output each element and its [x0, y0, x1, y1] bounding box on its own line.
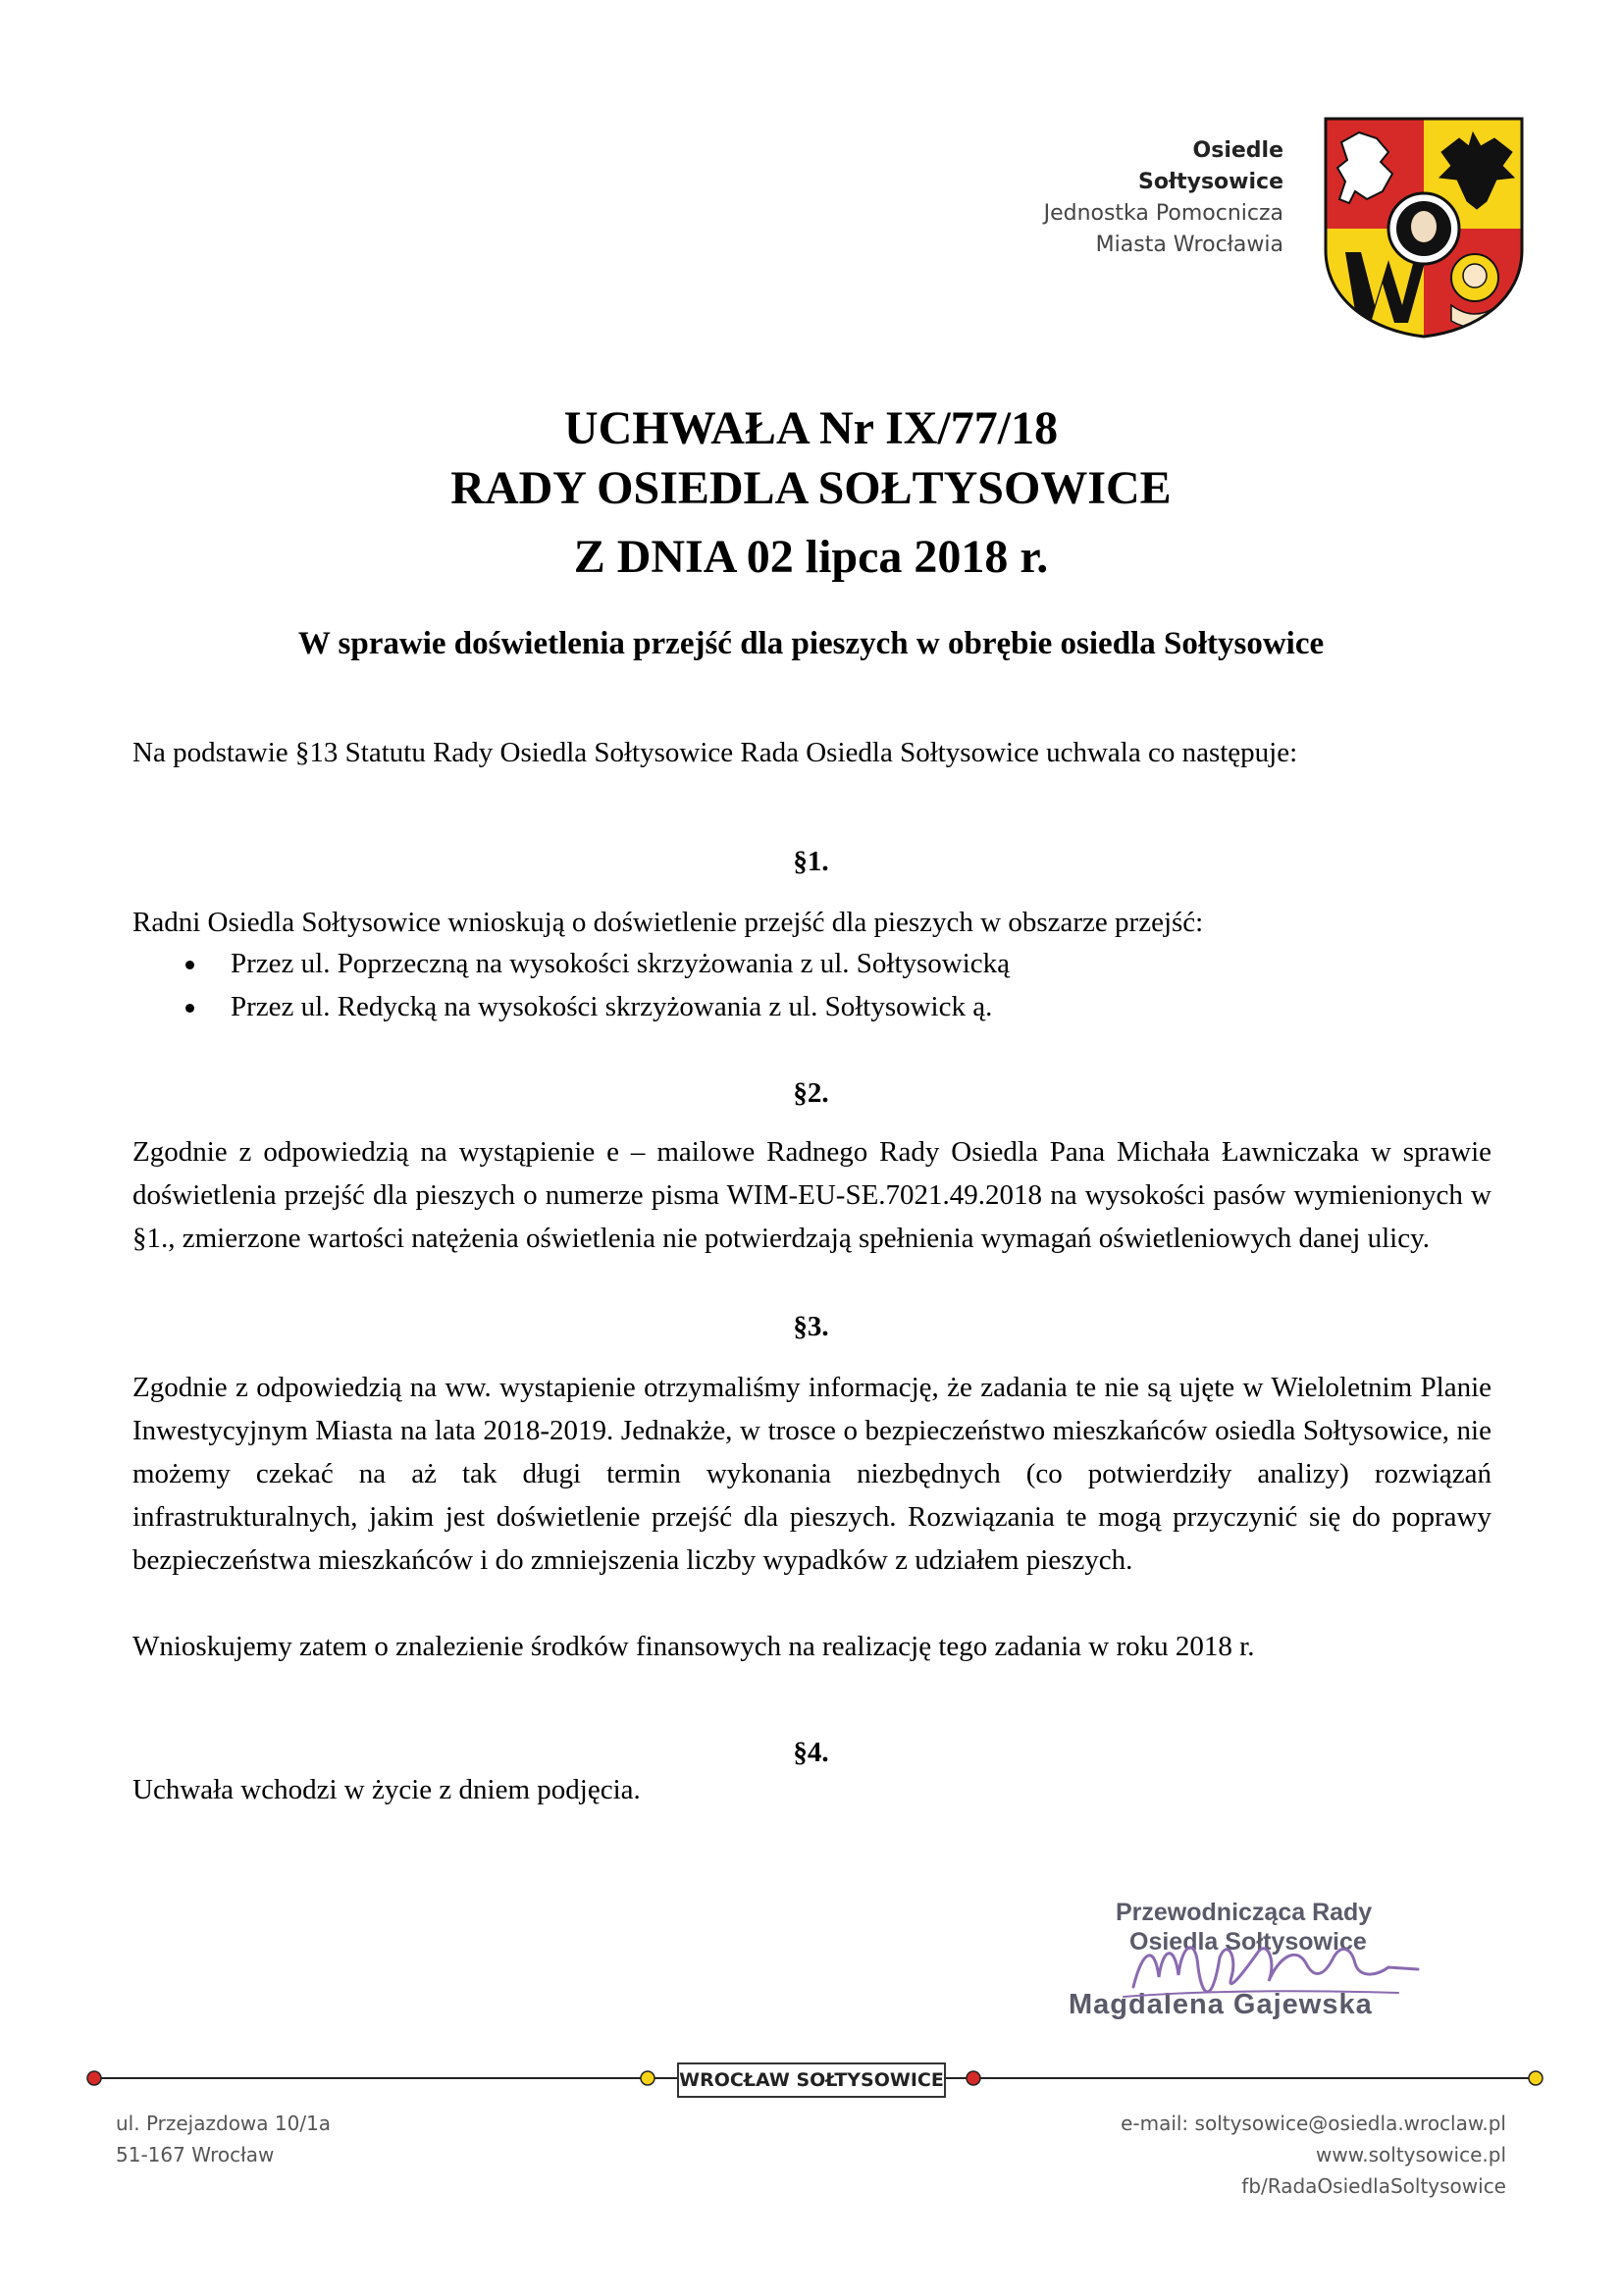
contact-facebook[interactable]: fb/RadaOsiedlaSoltysowice: [1241, 2174, 1506, 2198]
section-1-text: Radni Osiedla Sołtysowice wnioskują o doświetlenie przejść dla pieszych w obszarze przejść:: [132, 907, 1204, 938]
stamp-name: Magdalena Gajewska: [1069, 1989, 1373, 2020]
footer-badge: WROCŁAW SOŁTYSOWICE: [677, 2062, 946, 2098]
stamp-council: Osiedla Sołtysowice: [1129, 1928, 1367, 1956]
address-city: 51-167 Wrocław: [116, 2143, 275, 2166]
list-item-text: Przez ul. Redycką na wysokości skrzyżowania z ul. Sołtysowick ą.: [231, 991, 993, 1022]
contact-email[interactable]: e-mail: soltysowice@osiedla.wroclaw.pl: [1121, 2112, 1506, 2135]
resolution-title: UCHWAŁA Nr IX/77/18: [563, 402, 1059, 454]
address-street: ul. Przejazdowa 10/1a: [116, 2112, 332, 2135]
section-3-heading: §3.: [793, 1311, 829, 1342]
council-title: RADY OSIEDLA SOŁTYSOWICE: [450, 462, 1172, 514]
footer-address: [116, 2108, 331, 2170]
date-title: Z DNIA 02 lipca 2018 r.: [573, 531, 1049, 583]
list-item-text: Przez ul. Poprzeczną na wysokości skrzyżowania z ul. Sołtysowicką: [231, 948, 1011, 979]
section-2-text: Zgodnie z odpowiedzią na wystąpienie e – mailowe Radnego Rady Osiedla Pana Michała Ławniczaka w sprawie doświetlenia przejść dla pieszych o numerze pisma WIM-EU-SE.7021.49.2018 na wysokości pasów wymienionych w §1., zmierzone wartości natężenia oświetlenia nie potwierdzają spełnienia wymagań oświetleniowych danej ulicy.: [132, 1136, 1491, 1254]
section-1-heading: §1.: [793, 846, 829, 877]
letterhead-line2: Sołtysowice: [1137, 170, 1283, 194]
stamp-role: Przewodnicząca Rady: [1116, 1899, 1373, 1926]
section-4-text: Uchwała wchodzi w życie z dniem podjęcia.: [132, 1774, 641, 1805]
letterhead-line1: Osiedle: [1192, 138, 1283, 163]
subject-line: W sprawie doświetlenia przejść dla pieszych w obrębie osiedla Sołtysowice: [297, 626, 1325, 661]
section-2-heading: §2.: [793, 1077, 829, 1109]
intro-paragraph: Na podstawie §13 Statutu Rady Osiedla Sołtysowice Rada Osiedla Sołtysowice uchwala co następuje:: [132, 737, 1298, 768]
section-3-text: Zgodnie z odpowiedzią na ww. wystapienie otrzymaliśmy informację, że zadania te nie są ujęte w Wieloletnim Planie Inwestycyjnym Miasta na lata 2018-2019. Jednakże, w trosce o bezpieczeństwo mieszkańców osiedla Sołtysowice, nie możemy czekać na aż tak długi termin wykonania niezbędnych (co potwierdziły analizy) rozwiązań infrastrukturalnych, jakim jest doświetlenie przejść dla pieszych. Rozwiązania te mogą przyczynić się do poprawy bezpieczeństwa mieszkańców i do zmniejszenia liczby wypadków z udziałem pieszych.: [132, 1372, 1491, 1576]
contact-website[interactable]: www.soltysowice.pl: [1316, 2143, 1506, 2166]
footer-contact: [1121, 2108, 1506, 2202]
section-3-request: Wnioskujemy zatem o znalezienie środków finansowych na realizację tego zadania w roku 2018 r.: [132, 1631, 1255, 1662]
letterhead-line3: Jednostka Pomocnicza: [1043, 201, 1283, 226]
section-4-heading: §4.: [793, 1737, 829, 1768]
letterhead-line4: Miasta Wrocławia: [1095, 233, 1283, 257]
